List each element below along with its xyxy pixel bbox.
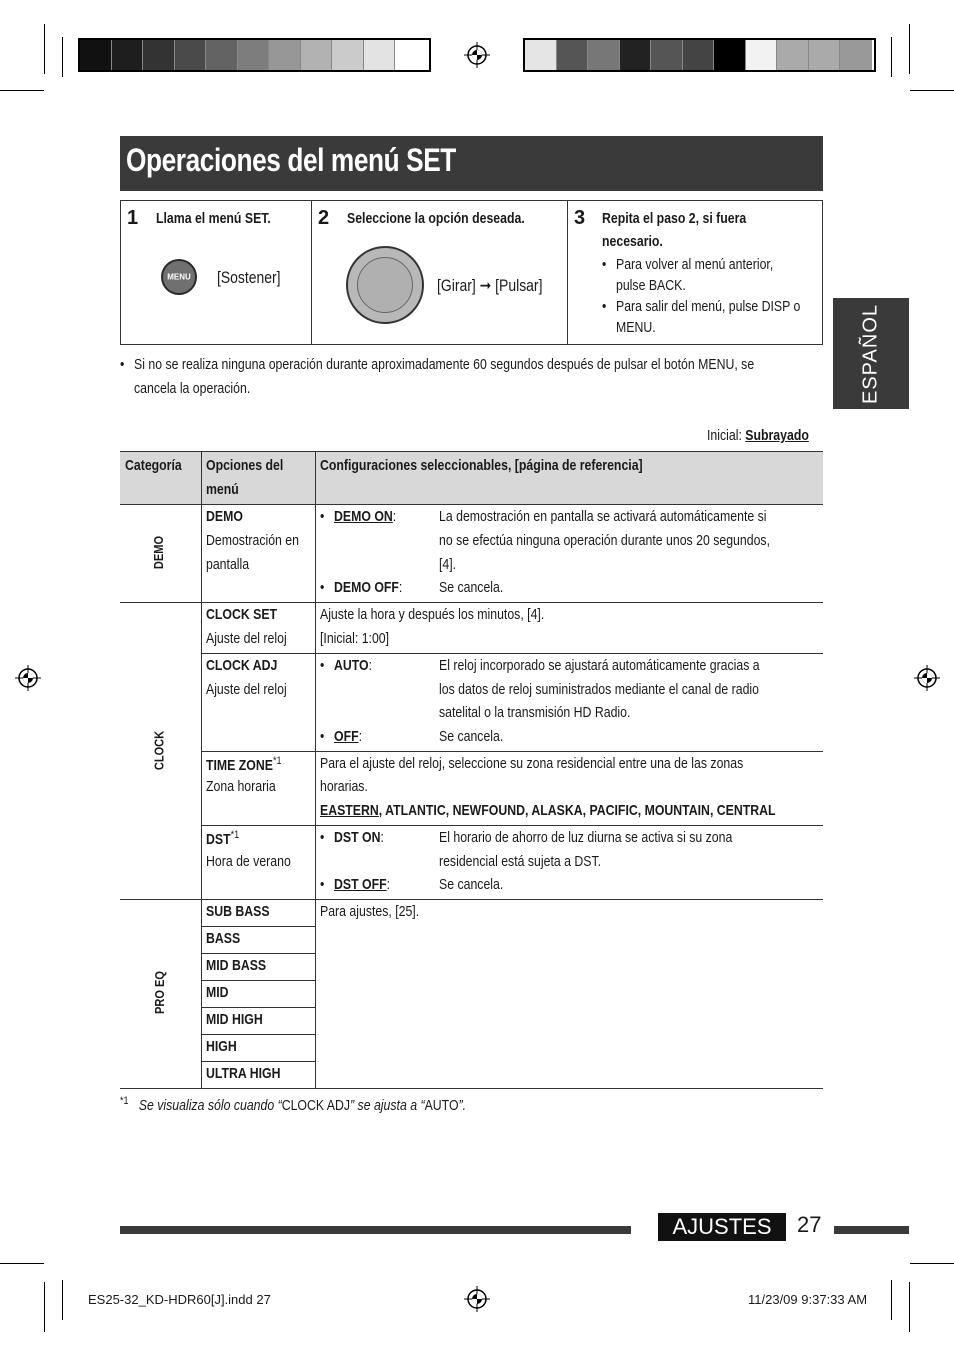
registration-mark-icon — [15, 665, 41, 691]
crop-mark — [891, 37, 892, 77]
setting-label-auto: AUTO — [334, 657, 369, 674]
crop-mark — [44, 24, 45, 74]
option-name: BASS — [206, 930, 241, 947]
bullet: • — [320, 829, 325, 846]
setting-desc: La demostración en pantalla se activará automáticamente si — [439, 508, 767, 525]
step-2-number: 2 — [318, 207, 330, 229]
option-name: HIGH — [206, 1038, 237, 1055]
setting-desc: Se cancela. — [439, 579, 504, 596]
crop-mark — [62, 1280, 63, 1320]
option-name-dst: DST — [206, 831, 231, 848]
footnote-mark: *1 — [120, 1095, 129, 1107]
step-1-action: [Sostener] — [217, 268, 281, 287]
bullet: • — [120, 356, 125, 373]
crop-mark — [910, 1263, 954, 1264]
table-rule — [201, 1034, 315, 1035]
category-demo: DEMO — [151, 535, 166, 570]
section-label: AJUSTES — [658, 1213, 786, 1241]
setting-label: OFF: — [334, 728, 363, 745]
option-desc: Ajuste del reloj — [206, 630, 287, 647]
table-rule — [201, 1061, 315, 1062]
bullet: • — [320, 657, 325, 674]
option-name: SUB BASS — [206, 903, 270, 920]
step-1-number: 1 — [127, 207, 139, 229]
header-options: Opciones del — [206, 457, 284, 474]
setting-label: DST ON: — [334, 829, 384, 846]
table-rule — [120, 899, 823, 900]
setting-label-dst-off: DST OFF — [334, 876, 387, 893]
footnote-text: ” se ajusta a “ — [350, 1097, 425, 1114]
registration-mark-icon — [914, 665, 940, 691]
time-zone-others: , ATLANTIC, NEWFOUND, ALASKA, PACIFIC, MOUNTAIN, CENTRAL — [378, 802, 776, 819]
step-divider — [311, 201, 312, 344]
registration-mark-icon — [464, 42, 490, 68]
footer-rule — [834, 1226, 909, 1234]
option-name-time-zone: TIME ZONE — [206, 757, 273, 774]
slug-file: ES25-32_KD-HDR60[J].indd 27 — [88, 1292, 271, 1307]
option-desc: Hora de verano — [206, 853, 291, 870]
bullet: • — [320, 579, 325, 596]
setting-label-demo-on: DEMO ON — [334, 508, 393, 525]
color-bar-right — [523, 38, 876, 72]
step-2-title: Seleccione la opción deseada. — [347, 210, 525, 227]
footnote-mark: *1 — [272, 755, 282, 767]
option-name: MID — [206, 984, 229, 1001]
slug-date: 11/23/09 9:37:33 AM — [748, 1292, 868, 1307]
header-category: Categoría — [125, 457, 182, 474]
crop-mark — [0, 1263, 44, 1264]
initial-value: Subrayado — [745, 427, 809, 444]
setting-desc: Para el ajuste del reloj, seleccione su zona residencial entre una de las zonas — [320, 755, 744, 772]
option-desc: Zona horaria — [206, 778, 276, 795]
crop-mark — [910, 90, 954, 91]
initial-label: Inicial: — [707, 427, 746, 444]
arrow-right-icon: ➞ — [479, 276, 492, 295]
page-title: Operaciones del menú SET — [126, 142, 456, 178]
setting-desc: [Inicial: 1:00] — [320, 630, 390, 647]
color-bar-left — [78, 38, 431, 72]
step-2-action-press: [Pulsar] — [495, 276, 543, 295]
step-1-title: Llama el menú SET. — [156, 210, 271, 227]
control-knob-icon — [346, 246, 424, 324]
page-number: 27 — [797, 1212, 822, 1237]
setting-label-dst-on: DST ON — [334, 829, 381, 846]
step-2-action-turn: [Girar] — [437, 276, 476, 295]
footnote-text: Se visualiza sólo cuando “ — [138, 1097, 282, 1114]
footnote — [120, 1095, 466, 1114]
setting-label: DEMO OFF: — [334, 579, 403, 596]
page-title-bar — [120, 136, 823, 191]
setting-desc: los datos de reloj suministrados mediante el canal de radio — [439, 681, 759, 698]
table-rule — [201, 926, 315, 927]
bullet: • — [320, 508, 325, 525]
step-3-bullet: Para volver al menú anterior, — [616, 256, 774, 273]
step-3-bullet: pulse BACK. — [616, 277, 686, 294]
note-text: Si no se realiza ninguna operación durante aproximadamente 60 segundos después de pulsar el botón MENU, se — [134, 356, 755, 373]
setting-desc: Se cancela. — [439, 728, 504, 745]
table-rule — [120, 451, 823, 452]
option-name — [206, 829, 239, 848]
registration-mark-icon — [464, 1286, 490, 1312]
table-rule — [201, 751, 823, 752]
header-settings: Configuraciones seleccionables, [página de referencia] — [320, 457, 643, 474]
option-desc: pantalla — [206, 556, 250, 573]
table-rule — [201, 825, 823, 826]
option-name — [206, 755, 282, 774]
menu-button-icon — [161, 259, 197, 295]
bullet: • — [320, 728, 325, 745]
footnote-term: CLOCK ADJ — [281, 1097, 351, 1114]
setting-label: AUTO: — [334, 657, 373, 674]
step-3-bullet: MENU. — [616, 319, 656, 336]
crop-mark — [62, 37, 63, 77]
table-rule — [201, 980, 315, 981]
setting-desc: Para ajustes, [25]. — [320, 903, 420, 920]
language-tab-label: ESPAÑOL — [859, 303, 882, 404]
category-pro-eq: PRO EQ — [151, 971, 167, 1014]
table-rule — [120, 602, 823, 603]
option-name: CLOCK ADJ — [206, 657, 278, 674]
option-desc: Ajuste del reloj — [206, 681, 287, 698]
setting-label: DST OFF: — [334, 876, 391, 893]
option-name: MID HIGH — [206, 1011, 263, 1028]
category-clock: CLOCK — [151, 730, 167, 771]
option-name: ULTRA HIGH — [206, 1065, 281, 1082]
footer-rule — [120, 1226, 631, 1234]
bullet: • — [602, 298, 607, 315]
step-2-action — [437, 276, 542, 296]
initial-legend — [707, 427, 809, 444]
setting-label-demo-off: DEMO OFF — [334, 579, 399, 596]
crop-mark — [891, 1280, 892, 1320]
setting-desc: El reloj incorporado se ajustará automáticamente gracias a — [439, 657, 760, 674]
option-desc: Demostración en — [206, 532, 299, 549]
header-options: menú — [206, 481, 239, 498]
setting-desc: residencial está sujeta a DST. — [439, 853, 602, 870]
step-3-bullet: Para salir del menú, pulse DISP o — [616, 298, 801, 315]
table-rule — [201, 953, 315, 954]
language-tab — [833, 298, 909, 409]
setting-desc: horarias. — [320, 778, 368, 795]
bullet: • — [602, 256, 607, 273]
option-name: CLOCK SET — [206, 606, 278, 623]
setting-desc: satelital o la transmisión HD Radio. — [439, 704, 631, 721]
table-rule — [201, 451, 202, 1088]
setting-label: DEMO ON: — [334, 508, 397, 525]
setting-desc: El horario de ahorro de luz diurna se activa si su zona — [439, 829, 733, 846]
step-3-number: 3 — [574, 207, 586, 229]
step-3-title: necesario. — [602, 233, 663, 250]
bullet: • — [320, 876, 325, 893]
step-divider — [567, 201, 568, 344]
crop-mark — [0, 90, 44, 91]
table-rule — [201, 653, 823, 654]
table-rule — [120, 1088, 823, 1089]
time-zone-list — [320, 802, 776, 819]
table-rule — [120, 504, 823, 505]
crop-mark — [909, 24, 910, 74]
setting-desc: Se cancela. — [439, 876, 504, 893]
menu-button-label: MENU — [167, 272, 191, 282]
footnote-mark: *1 — [230, 829, 240, 841]
table-rule — [201, 1007, 315, 1008]
footnote-text: ”. — [458, 1097, 467, 1114]
time-zone-default: EASTERN — [320, 802, 379, 819]
footnote-term: AUTO — [424, 1097, 459, 1114]
option-name: MID BASS — [206, 957, 267, 974]
step-3-title: Repita el paso 2, si fuera — [602, 210, 747, 227]
setting-desc: Ajuste la hora y después los minutos, [4]. — [320, 606, 545, 623]
note-text: cancela la operación. — [134, 380, 251, 397]
crop-mark — [44, 1282, 45, 1332]
table-rule — [315, 451, 316, 1088]
setting-desc: no se efectúa ninguna operación durante unos 20 segundos, — [439, 532, 770, 549]
crop-mark — [909, 1282, 910, 1332]
setting-desc: [4]. — [439, 556, 457, 573]
option-name: DEMO — [206, 508, 243, 525]
setting-label-off: OFF — [334, 728, 359, 745]
